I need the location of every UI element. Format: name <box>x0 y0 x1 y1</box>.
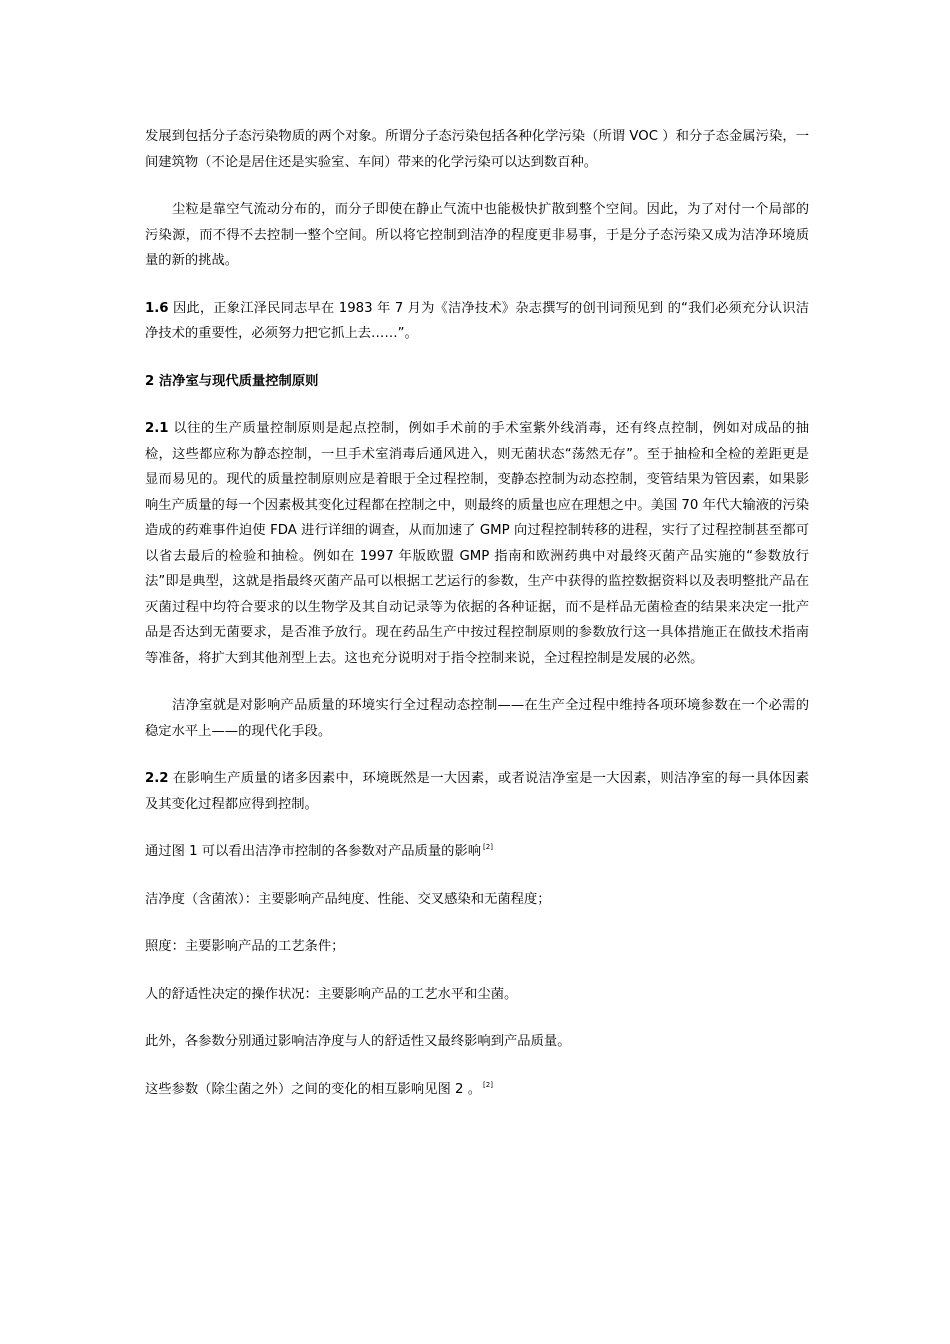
paragraph-text: 通过图 1 可以看出洁净市控制的各参数对产品质量的影响 <box>145 844 482 859</box>
paragraph-text: 以往的生产质量控制原则是起点控制，例如手术前的手术室紫外线消毒，还有终点控制，例如对成品的抽检，这些都应称为静态控制，一旦手术室消毒后通风进入，则无菌状态“荡然无存”。至于抽检和全检的差距更是显而易见的。现代的质量控制原则应是着眼于全过程控制，变静态控制为动态控制，变管结果为管因素，如果影响生产质量的每一个因素极其变化过程都在控制之中，则最终的质量也应在理想之中。美国 70 年代大输液的污染造成的药难事件迫使 FDA 进行详细的调查，从而加速了 GMP 向过程控制转移的进程，实行了过程控制甚至都可以省去最后的检验和抽检。例如在 1997 年版欧盟 GMP 指南和欧洲药典中对最终灭菌产品实施的“参数放行法”即是典型，这就是指最终灭菌产品可以根据工艺运行的参数，生产中获得的监控数据资料以及表明整批产品在灭菌过程中均符合要求的以生物学及其自动记录等为依据的各种证据，而不是样品无菌检查的结果来决定一批产品是否达到无菌要求，是否准予放行。现在药品生产中按过程控制原则的参数放行这一具体措施正在做技术指南等准备，将扩大到其他剂型上去。这也充分说明对于指令控制来说，全过程控制是发展的必然。 <box>145 421 809 666</box>
paragraph-text: 这些参数（除尘菌之外）之间的变化的相互影响见图 2 。 <box>145 1081 482 1097</box>
citation-ref: [2] <box>483 843 493 851</box>
paragraph-text: 在影响生产质量的诸多因素中，环境既然是一大因素，或者说洁净室是一大因素，则洁净室的每一具体因素及其变化过程都应得到控制。 <box>145 771 809 812</box>
paragraph-dust-diffusion <box>145 197 809 274</box>
section-number: 2.1 <box>145 421 169 436</box>
paragraph-2-1 <box>145 416 809 671</box>
section-number: 1.6 <box>145 300 169 316</box>
citation-ref: [2] <box>483 1080 493 1089</box>
section-number: 2.2 <box>145 771 169 786</box>
paragraph-1-6 <box>145 296 809 347</box>
paragraph-2-2 <box>145 766 809 817</box>
paragraph-figure-2 <box>145 1077 809 1103</box>
section-heading-2: 2 洁净室与现代质量控制原则 <box>145 373 319 389</box>
paragraph-molecular-pollution <box>145 124 809 175</box>
paragraph-cleanroom-definition <box>145 693 809 744</box>
paragraph-cleanliness: 洁净度（含菌浓）：主要影响产品纯度、性能、交叉感染和无菌程度； <box>145 891 551 907</box>
paragraph-illumination: 照度：主要影响产品的工艺条件； <box>145 939 345 954</box>
paragraph-comfort: 人的舒适性决定的操作状况：主要影响产品的工艺水平和尘菌。 <box>145 986 518 1002</box>
document-body <box>145 124 809 1124</box>
paragraph-text: 洁净室就是对影响产品质量的环境实行全过程动态控制——在生产全过程中维持各项环境参数在一个必需的稳定水平上——的现代化手段。 <box>145 698 809 739</box>
paragraph-text: 发展到包括分子态污染物质的两个对象。所谓分子态污染包括各种化学污染（所谓 VOC ）和分子态金属污染，一间建筑物（不论是居住还是实验室、车间）带来的化学污染可以达到数百种。 <box>145 129 809 170</box>
paragraph-figure-1 <box>145 839 809 865</box>
paragraph-text: 尘粒是靠空气流动分布的，而分子即使在静止气流中也能极快扩散到整个空间。因此，为了对付一个局部的污染源，而不得不去控制一整个空间。所以将它控制到洁净的程度更非易事，于是分子态污染又成为洁净环境质量的新的挑战。 <box>145 202 809 268</box>
paragraph-text: 因此，正象江泽民同志早在 1983 年 7 月为《洁净技术》杂志撰写的创刊词预见到 的“我们必须充分认识洁净技术的重要性，必须努力把它抓上去……”。 <box>145 300 809 341</box>
paragraph-parameters: 此外，各参数分别通过影响洁净度与人的舒适性又最终影响到产品质量。 <box>145 1034 571 1049</box>
